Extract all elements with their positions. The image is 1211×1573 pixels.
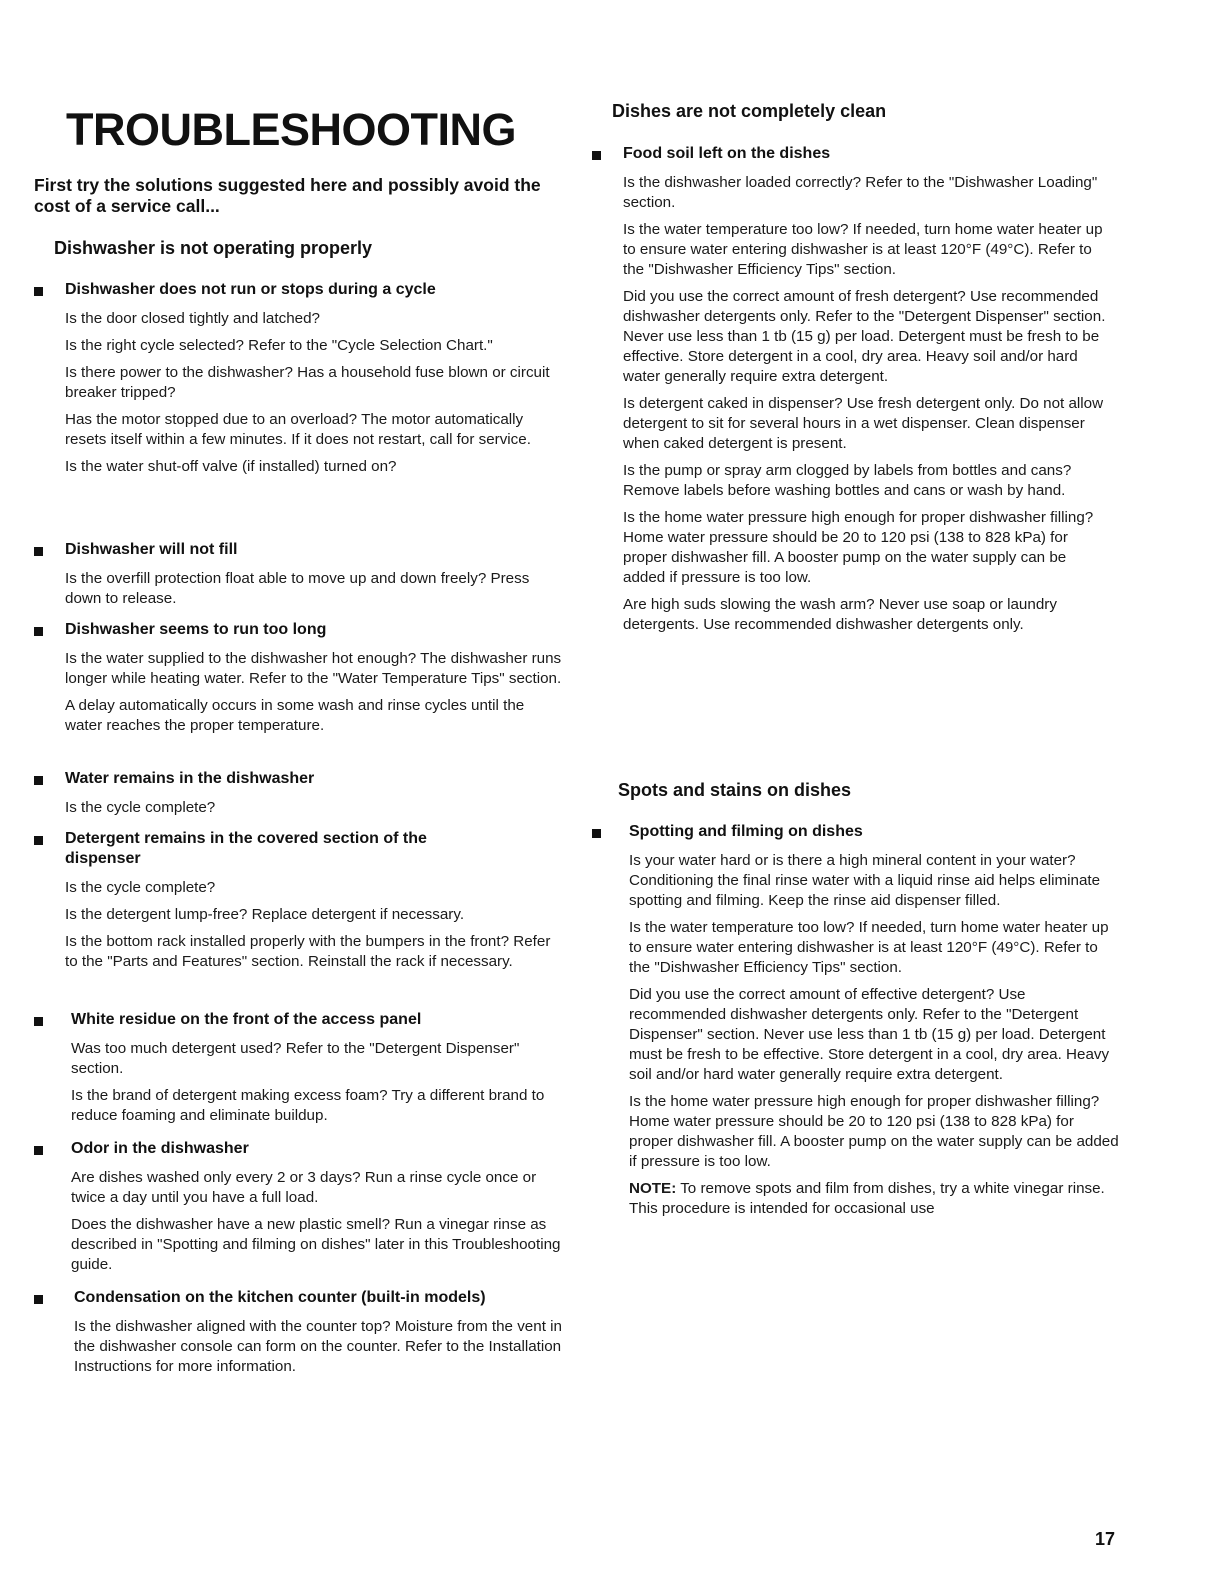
bullet-icon — [592, 829, 601, 838]
problem-title: Dishwasher seems to run too long — [65, 621, 327, 638]
note-text: To remove spots and film from dishes, try a white vinegar rinse. This procedure is intended for occasional use — [629, 1180, 1105, 1217]
question: Is the dishwasher aligned with the counter top? Moisture from the vent in the dishwasher console can form on the counter. Refer to the Installation Instructions for more information. — [74, 1318, 562, 1375]
question: Is the water supplied to the dishwasher hot enough? The dishwasher runs longer while heating water. Refer to the "Water Temperature Tips" section. — [65, 650, 562, 687]
page-number: 17 — [1095, 1529, 1116, 1549]
section-heading-spots: Spots and stains on dishes — [618, 780, 852, 800]
bullet-icon — [34, 776, 43, 785]
problem-odor — [34, 1139, 564, 1282]
problem-detergent-remains — [34, 829, 564, 979]
question: Are dishes washed only every 2 or 3 days? Run a rinse cycle once or twice a day until you have a full load. — [71, 1169, 537, 1206]
problem-condensation — [34, 1288, 564, 1384]
problem-title: Detergent remains in the covered section of the dispenser — [65, 830, 427, 867]
note-label: NOTE: — [629, 1180, 677, 1197]
problem-will-not-fill — [34, 540, 564, 616]
question: Is there power to the dishwasher? Has a household fuse blown or circuit breaker tripped? — [65, 364, 550, 401]
question: Is detergent caked in dispenser? Use fresh detergent only. Do not allow detergent to sit for several hours in a wet dispenser. Clean dispenser when caked detergent is present. — [623, 395, 1104, 452]
problem-title: White residue on the front of the access panel — [71, 1011, 422, 1028]
question: Did you use the correct amount of fresh detergent? Use recommended dishwasher detergents only. Refer to the "Detergent Dispenser" section. Never use less than 1 tb (15 g) per load. Detergent must be fresh to be effective. Store detergent in a cool, dry area. Heavy soil and/or hard water generally require extra detergent. — [623, 288, 1106, 385]
bullet-icon — [34, 836, 43, 845]
page-title: TROUBLESHOOTING — [66, 104, 516, 155]
bullet-icon — [34, 1146, 43, 1155]
question: Is the brand of detergent making excess foam? Try a different brand to reduce foaming and eliminate buildup. — [71, 1087, 545, 1124]
section-heading-not-clean: Dishes are not completely clean — [612, 101, 887, 121]
bullet-icon — [34, 1295, 43, 1304]
bullet-icon — [34, 287, 43, 296]
problem-title: Condensation on the kitchen counter (built-in models) — [74, 1289, 486, 1306]
intro-text: First try the solutions suggested here and possibly avoid the cost of a service call... — [34, 175, 541, 216]
problem-title: Dishwasher does not run or stops during a cycle — [65, 281, 436, 298]
question: Is the overfill protection float able to move up and down freely? Press down to release. — [65, 570, 530, 607]
problem-title: Water remains in the dishwasher — [65, 770, 315, 787]
problem-title: Odor in the dishwasher — [71, 1140, 249, 1157]
problem-runs-too-long — [34, 620, 564, 743]
question: Is the cycle complete? — [65, 879, 216, 896]
problem-title: Dishwasher will not fill — [65, 541, 238, 558]
question: Is the dishwasher loaded correctly? Refer to the "Dishwasher Loading" section. — [623, 174, 1098, 211]
question: Was too much detergent used? Refer to the "Detergent Dispenser" section. — [71, 1040, 520, 1077]
question: Is the detergent lump-free? Replace detergent if necessary. — [65, 906, 465, 923]
bullet-icon — [592, 151, 601, 160]
problem-spotting — [592, 822, 1120, 1226]
question: Is the water temperature too low? If needed, turn home water heater up to ensure water entering dishwasher is at least 120°F (49°C). Refer to the "Dishwasher Efficiency Tips" section. — [623, 221, 1103, 278]
question: Is the water shut-off valve (if installed) turned on? — [65, 458, 397, 475]
question: Is the pump or spray arm clogged by labels from bottles and cans? Remove labels before washing bottles and cans or wash by hand. — [623, 462, 1072, 499]
bullet-icon — [34, 547, 43, 556]
question: Is the home water pressure high enough for proper dishwasher filling? Home water pressure should be 20 to 120 psi (138 to 828 kPa) for proper dishwasher fill. A booster pump on the water supply can be added if pressure is too low. — [623, 509, 1094, 586]
question: Is the cycle complete? — [65, 799, 216, 816]
problem-water-remains — [34, 769, 564, 825]
problem-title: Food soil left on the dishes — [623, 145, 831, 162]
question: Does the dishwasher have a new plastic smell? Run a vinegar rinse as described in "Spotting and filming on dishes" later in this Troubleshooting guide. — [71, 1216, 561, 1273]
problem-does-not-run — [34, 280, 564, 484]
problem-title: Spotting and filming on dishes — [629, 823, 863, 840]
question: Has the motor stopped due to an overload? The motor automatically resets itself within a few minutes. If it does not restart, call for service. — [65, 411, 531, 448]
question: Is the bottom rack installed properly with the bumpers in the front? Refer to the "Parts and Features" section. Reinstall the rack if necessary. — [65, 933, 551, 970]
section-heading-not-operating: Dishwasher is not operating properly — [54, 238, 373, 258]
question: Is the home water pressure high enough for proper dishwasher filling? Home water pressure should be 20 to 120 psi (138 to 828 kPa) for proper dishwasher fill. A booster pump on the water supply can be added if pressure is too low. — [629, 1093, 1119, 1170]
question: Is the right cycle selected? Refer to the "Cycle Selection Chart." — [65, 337, 493, 354]
question: Is the door closed tightly and latched? — [65, 310, 320, 327]
problem-white-residue — [34, 1010, 564, 1133]
question: Is your water hard or is there a high mineral content in your water? Conditioning the final rinse water with a liquid rinse aid helps eliminate spotting and filming. Keep the rinse aid dispenser filled. — [629, 852, 1101, 909]
note — [629, 1179, 1120, 1219]
problem-food-soil — [592, 144, 1112, 642]
question: Are high suds slowing the wash arm? Never use soap or laundry detergents. Use recommended dishwasher detergents only. — [623, 596, 1057, 633]
question: Is the water temperature too low? If needed, turn home water heater up to ensure water entering dishwasher is at least 120°F (49°C). Refer to the "Dishwasher Efficiency Tips" section. — [629, 919, 1109, 976]
question: Did you use the correct amount of effective detergent? Use recommended dishwasher detergents only. Refer to the "Detergent Dispenser" section. Never use less than 1 tb (15 g) per load. Detergent must be fresh to be effective. Store detergent in a cool, dry area. Heavy soil and/or hard water generally require extra detergent. — [629, 986, 1110, 1083]
bullet-icon — [34, 627, 43, 636]
bullet-icon — [34, 1017, 43, 1026]
question: A delay automatically occurs in some wash and rinse cycles until the water reaches the proper temperature. — [65, 697, 525, 734]
